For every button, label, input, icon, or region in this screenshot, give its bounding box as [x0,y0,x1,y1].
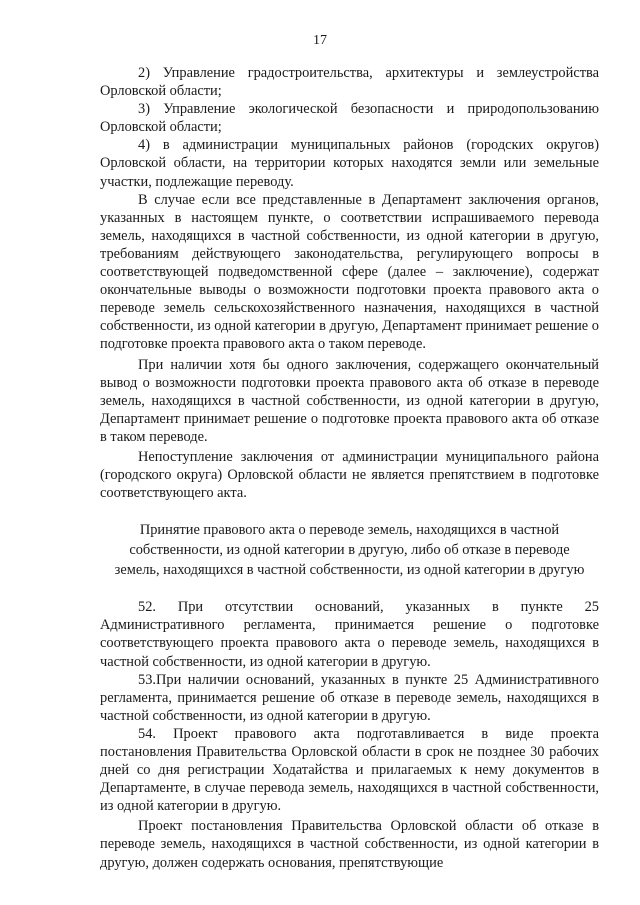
section-heading-line: земель, находящихся в частной собственности, из одной категории в другую [114,562,585,579]
section-heading-line: собственности, из одной категории в другую, либо об отказе в переводе [129,542,570,559]
paragraph-non-receipt: Непоступление заключения от администрации муниципального района (городского округа) Орловской области не является препятствием в подготовке соответствующего акта. [100,448,599,502]
paragraph-item-2: 2) Управление градостроительства, архитектуры и землеустройства Орловской области; [100,65,599,100]
paragraph-item-4: 4) в администрации муниципальных районов (городских округов) Орловской области, на территории которых находятся земли или земельные участки, подлежащие переводу. [100,137,599,190]
paragraph-52: 52. При отсутствии оснований, указанных в пункте 25 Административного регламента, принимается решение о подготовке соответствующего проекта правового акта о переводе земель, находящихся в частной собственности, из одной категории в другую. [100,599,599,670]
paragraph-53: 53.При наличии оснований, указанных в пункте 25 Административного регламента, принимается решение об отказе в переводе земель, находящихся в частной собственности, из одной категории в другую. [100,671,599,724]
paragraph-approval-case: В случае если все представленные в Департамент заключения органов, указанных в настоящем пункте, о соответствии испрашиваемого перевода земель, находящихся в частной собственности, из одной категории в другую, требованиям действующего законодательства, регулирующего вопросы в соответствующей подведомственной сфере (далее – заключение), содержат окончательные выводы о возможности подготовки проекта правового акта о переводе земель сельскохозяйственного назначения, находящихся в частной собственности, из одной категории в другую, Департамент принимает решение о подготовке проекта правового акта о таком переводе. [100,191,599,353]
paragraph-54: 54. Проект правового акта подготавливается в виде проекта постановления Правительства Орловской области в срок не позднее 30 рабочих дней со дня регистрации Ходатайства и прилагаемых к нему документов в Департаменте, в случае перевода земель, находящихся в частной собственности, из одной категории в другую. [100,725,599,815]
page-number: 17 [313,33,327,48]
document-body [100,64,599,872]
paragraph-refusal-case: При наличии хотя бы одного заключения, содержащего окончательный вывод о возможности подготовки проекта правового акта об отказе в переводе земель, находящихся в частной собственности, из одной категории в другую, Департамент принимает решение о подготовке проекта правового акта об отказе в таком переводе. [100,356,599,445]
section-heading [100,520,599,580]
paragraph-refusal-draft: Проект постановления Правительства Орловской области об отказе в переводе земель, находящихся в частной собственности, из одной категории в другую, должен содержать основания, препятствующие [100,818,599,871]
paragraph-item-3: 3) Управление экологической безопасности и природопользованию Орловской области; [100,101,599,136]
section-heading-line: Принятие правового акта о переводе земель, находящихся в частной [139,522,560,539]
